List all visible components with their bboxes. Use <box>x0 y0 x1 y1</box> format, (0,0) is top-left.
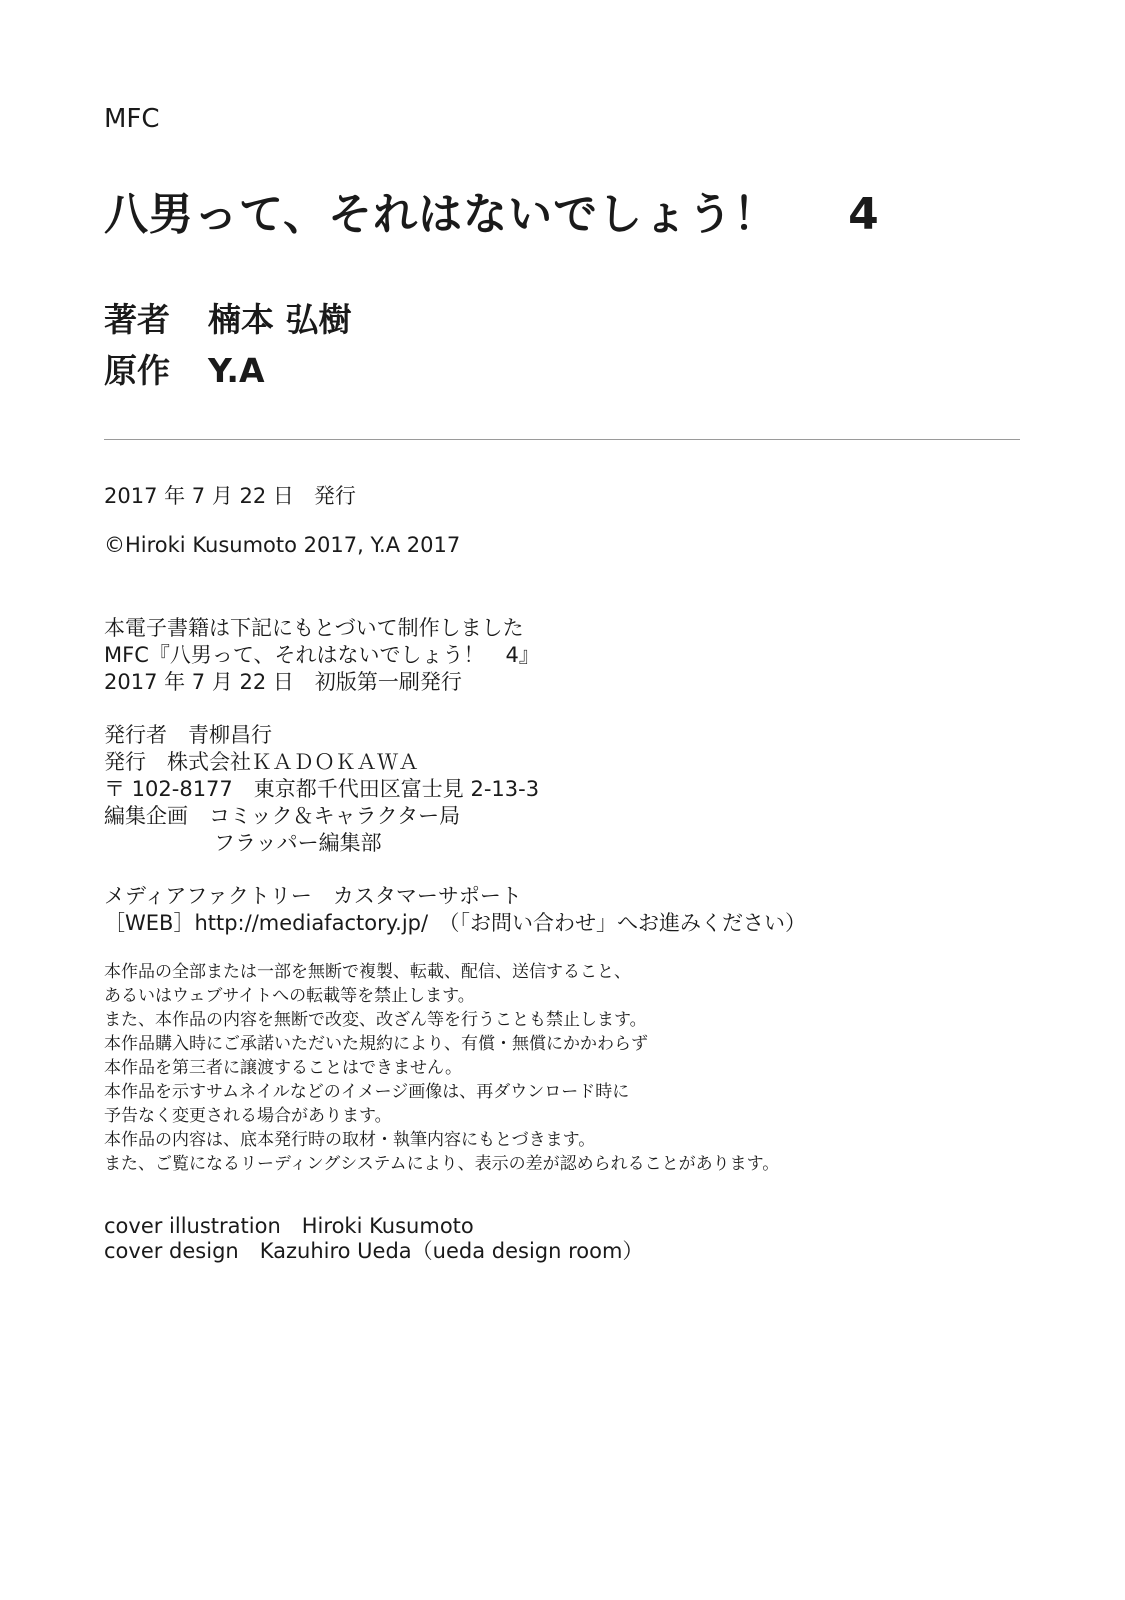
cover-illustration-credit: cover illustration Hiroki Kusumoto <box>104 1214 474 1238</box>
author-role: 著者 <box>104 300 170 339</box>
author-name: 楠本 弘樹 <box>208 300 352 339</box>
original-name: Y.A <box>208 351 265 390</box>
notice-line: 本作品購入時にご承諾いただいた規約により、有償・無償にかかわらず <box>104 1034 648 1054</box>
source-line: 2017 年 7 月 22 日 初版第一刷発行 <box>104 670 462 694</box>
publisher-name: 発行 株式会社ＫＡＤＯＫＡＷＡ <box>104 750 419 774</box>
divider <box>104 439 1020 440</box>
support-line: メディアファクトリー カスタマーサポート <box>104 884 522 908</box>
publication-date-suffix: 発行 <box>313 484 356 508</box>
editorial-dept: フラッパー編集部 <box>214 831 382 855</box>
title-text: 八男って、それはないでしょう！ <box>104 189 779 240</box>
original-role: 原作 <box>104 351 170 390</box>
author-credit <box>104 294 352 341</box>
notice-line: 本作品の内容は、底本発行時の取材・執筆内容にもとづきます。 <box>104 1130 596 1150</box>
publisher-address: 〒 102-8177 東京都千代田区富士見 2-13-3 <box>104 777 540 801</box>
imprint-label: MFC <box>104 104 160 134</box>
publisher-issuer: 発行者 青柳昌行 <box>104 723 272 747</box>
source-line: MFC『八男って、それはないでしょう！ 4』 <box>104 643 540 667</box>
notice-line: また、ご覧になるリーディングシステムにより、表示の差が認められることがあります。 <box>104 1154 780 1174</box>
notice-line: また、本作品の内容を無断で改変、改ざん等を行うことも禁止します。 <box>104 1010 647 1030</box>
copyright: ©Hiroki Kusumoto 2017, Y.A 2017 <box>104 533 461 557</box>
source-line: 本電子書籍は下記にもとづいて制作しました <box>104 616 524 640</box>
editorial-label: 編集企画 コミック＆キャラクター局 <box>104 804 461 828</box>
notice-line: あるいはウェブサイトへの転載等を禁止します。 <box>104 986 475 1006</box>
notice-line: 予告なく変更される場合があります。 <box>104 1106 392 1126</box>
notice-line: 本作品の全部または一部を無断で複製、転載、配信、送信すること、 <box>104 962 631 982</box>
publication-date-value: 2017 年 7 月 22 日 <box>104 484 294 508</box>
notice-line: 本作品を示すサムネイルなどのイメージ画像は、再ダウンロード時に <box>104 1082 630 1102</box>
publication-date <box>104 480 356 510</box>
cover-design-credit: cover design Kazuhiro Ueda（ueda design room） <box>104 1239 644 1263</box>
support-web-link[interactable]: ［WEB］http://mediafactory.jp/ （「お問い合わせ」へお進みください） <box>104 911 807 935</box>
book-title <box>104 178 880 242</box>
original-credit <box>104 345 265 392</box>
notice-line: 本作品を第三者に譲渡することはできません。 <box>104 1058 463 1078</box>
volume-number: 4 <box>848 189 880 240</box>
